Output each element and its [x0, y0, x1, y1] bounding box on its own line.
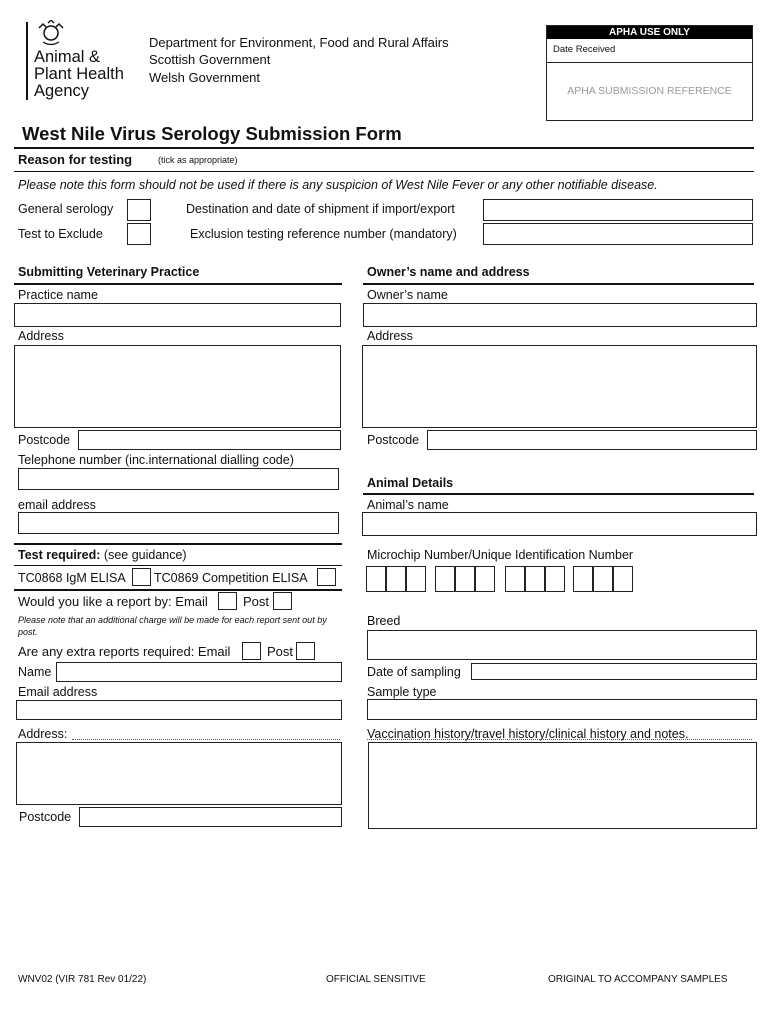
report-post-label: Post: [243, 594, 270, 609]
history-dots: [367, 739, 752, 740]
tc0868-checkbox[interactable]: [132, 568, 151, 586]
test-row-rule: [14, 589, 342, 591]
microchip-digit-box[interactable]: [525, 566, 545, 592]
telephone-field[interactable]: [18, 468, 339, 490]
test-to-exclude-checkbox[interactable]: [127, 223, 151, 245]
general-serology-checkbox[interactable]: [127, 199, 151, 221]
sample-type-field[interactable]: [367, 699, 757, 720]
department-scottish: Scottish Government: [149, 52, 271, 67]
animal-rule: [363, 493, 754, 495]
report-name-label: Name: [18, 665, 52, 679]
microchip-digit-box[interactable]: [475, 566, 495, 592]
practice-postcode-field[interactable]: [78, 430, 341, 450]
report-email-address-label: Email address: [18, 685, 98, 699]
test-heading: Test required:: [18, 548, 101, 562]
owner-rule: [363, 283, 754, 285]
report-postcode-field[interactable]: [79, 807, 342, 827]
logo-line-3: Agency: [34, 82, 90, 100]
owner-name-label: Owner’s name: [367, 288, 448, 302]
general-serology-label: General serology: [18, 202, 114, 216]
crest-icon: [33, 20, 69, 49]
reason-hint: (tick as appropriate): [158, 155, 238, 165]
test-to-exclude-label: Test to Exclude: [18, 227, 103, 241]
microchip-digit-box[interactable]: [406, 566, 426, 592]
reason-rule: [14, 171, 754, 172]
exclusion-reference-field[interactable]: [483, 223, 753, 245]
microchip-digit-box[interactable]: [573, 566, 593, 592]
microchip-digit-box[interactable]: [545, 566, 565, 592]
history-label: Vaccination history/travel history/clinical history and notes.: [367, 727, 689, 741]
microchip-digit-box[interactable]: [435, 566, 455, 592]
microchip-digit-box[interactable]: [455, 566, 475, 592]
owner-name-field[interactable]: [363, 303, 757, 327]
report-address-dots: [72, 739, 340, 740]
date-of-sampling-label: Date of sampling: [367, 665, 461, 679]
animal-heading: Animal Details: [367, 476, 454, 490]
practice-address-label: Address: [18, 329, 64, 343]
logo-line-1: Animal &: [34, 48, 101, 66]
test-top-rule: [14, 543, 342, 545]
owner-postcode-label: Postcode: [367, 433, 420, 447]
microchip-digit-box[interactable]: [366, 566, 386, 592]
report-email-address-field[interactable]: [16, 700, 342, 720]
practice-rule: [14, 283, 342, 285]
destination-field[interactable]: [483, 199, 753, 221]
microchip-label: Microchip Number/Unique Identification Number: [367, 548, 634, 562]
destination-label: Destination and date of shipment if import/export: [186, 202, 455, 216]
reason-note: Please note this form should not be used if there is any suspicion of West Nile Fever or any other notifiable disease.: [18, 178, 658, 192]
form-title: West Nile Virus Serology Submission Form: [22, 123, 402, 144]
reason-heading: Reason for testing: [18, 152, 133, 167]
report-address-label: Address:: [18, 727, 68, 741]
tc0869-checkbox[interactable]: [317, 568, 336, 586]
footer-note: ORIGINAL TO ACCOMPANY SAMPLES: [548, 974, 728, 985]
animal-name-field[interactable]: [362, 512, 757, 536]
report-post-checkbox[interactable]: [273, 592, 292, 610]
logo-rule: [26, 22, 28, 100]
email-field[interactable]: [18, 512, 339, 534]
extra-post-label: Post: [267, 644, 294, 659]
report-name-field[interactable]: [56, 662, 342, 682]
owner-heading: Owner’s name and address: [367, 265, 530, 279]
report-address-field[interactable]: [16, 742, 342, 805]
title-rule: [14, 147, 754, 149]
test-rule: [14, 565, 342, 566]
extra-email-checkbox[interactable]: [242, 642, 261, 660]
breed-label: Breed: [367, 614, 401, 628]
microchip-digit-box[interactable]: [593, 566, 613, 592]
tc0869-label: TC0869 Competition ELISA: [154, 571, 308, 585]
exclusion-reference-label: Exclusion testing reference number (mandatory): [190, 227, 457, 241]
owner-postcode-field[interactable]: [427, 430, 757, 450]
report-postcode-label: Postcode: [19, 810, 72, 824]
email-label: email address: [18, 498, 96, 512]
report-question-label: Would you like a report by: Email: [18, 594, 208, 609]
sample-type-label: Sample type: [367, 685, 437, 699]
department-defra: Department for Environment, Food and Rural Affairs: [149, 35, 449, 50]
footer-classification: OFFICIAL SENSITIVE: [326, 974, 426, 985]
test-guidance: (see guidance): [103, 548, 187, 562]
practice-postcode-label: Postcode: [18, 433, 71, 447]
department-welsh: Welsh Government: [149, 70, 261, 85]
history-field[interactable]: [368, 742, 757, 829]
extra-reports-label: Are any extra reports required: Email: [18, 644, 231, 659]
microchip-digit-box[interactable]: [613, 566, 633, 592]
practice-name-label: Practice name: [18, 288, 98, 302]
microchip-digit-box[interactable]: [505, 566, 525, 592]
microchip-digit-box[interactable]: [386, 566, 406, 592]
submission-reference-label: APHA SUBMISSION REFERENCE: [567, 85, 732, 97]
apha-use-only-box: [546, 25, 753, 121]
tc0868-label: TC0868 IgM ELISA: [18, 571, 126, 585]
owner-address-label: Address: [367, 329, 413, 343]
practice-address-field[interactable]: [14, 345, 341, 428]
logo-line-2: Plant Health: [34, 65, 124, 83]
test-heading-row: [18, 548, 187, 562]
charge-note: Please note that an additional charge will be made for each report sent out by post.: [18, 615, 327, 637]
date-received-label: Date Received: [547, 39, 752, 63]
practice-heading: Submitting Veterinary Practice: [18, 265, 200, 279]
practice-name-field[interactable]: [14, 303, 341, 327]
date-of-sampling-field[interactable]: [471, 663, 757, 680]
owner-address-field[interactable]: [362, 345, 757, 428]
telephone-label: Telephone number (inc.international dialling code): [18, 453, 294, 467]
extra-post-checkbox[interactable]: [296, 642, 315, 660]
footer-reference: WNV02 (VIR 781 Rev 01/22): [18, 974, 147, 985]
apha-use-only-header: APHA USE ONLY: [547, 26, 752, 39]
report-email-checkbox[interactable]: [218, 592, 237, 610]
breed-field[interactable]: [367, 630, 757, 660]
animal-name-label: Animal’s name: [367, 498, 449, 512]
